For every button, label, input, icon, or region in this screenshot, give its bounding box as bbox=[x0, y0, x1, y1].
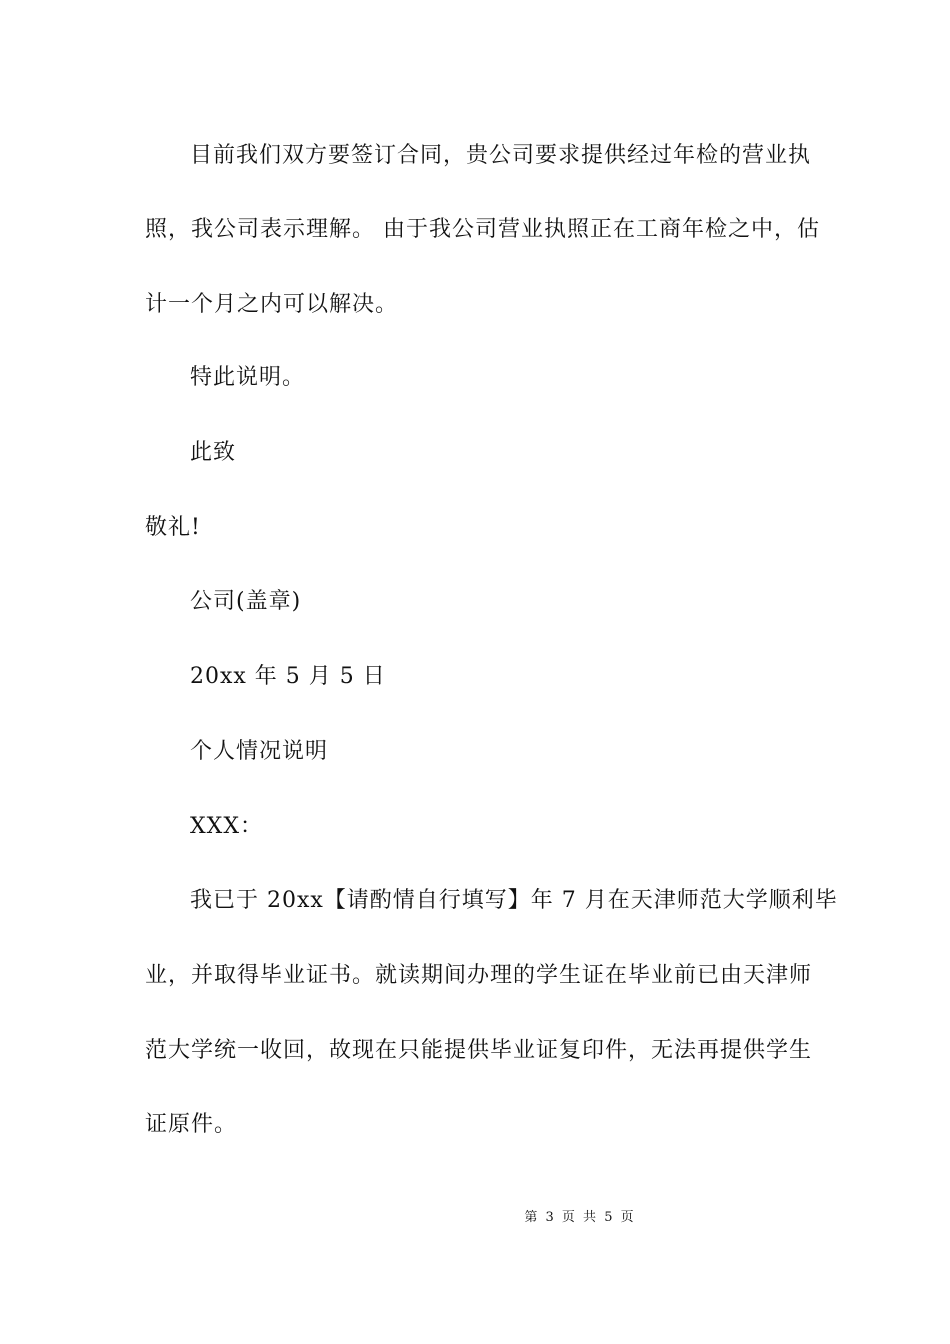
paragraph-line-3: 计一个月之内可以解决。 bbox=[145, 292, 399, 317]
date-line: 20xx 年 5 月 5 日 bbox=[190, 664, 386, 689]
paragraph-line-2: 照，我公司表示理解。 由于我公司营业执照正在工商年检之中，估 bbox=[145, 217, 820, 242]
paragraph-line-12: 业，并取得毕业证书。就读期间办理的学生证在毕业前已由天津师 bbox=[145, 963, 813, 988]
company-seal: 公司(盖章) bbox=[190, 589, 302, 614]
paragraph-line-14: 证原件。 bbox=[145, 1112, 238, 1137]
paragraph-line-13: 范大学统一收回，故现在只能提供毕业证复印件，无法再提供学生 bbox=[145, 1038, 813, 1063]
salutation-cizhi: 此致 bbox=[190, 440, 237, 465]
paragraph-line-11: 我已于 20xx【请酌情自行填写】年 7 月在天津师范大学顺利毕 bbox=[190, 888, 838, 913]
closing-statement: 特此说明。 bbox=[190, 365, 306, 390]
recipient-line: XXX： bbox=[190, 814, 263, 839]
salutation-jingli: 敬礼! bbox=[145, 515, 201, 540]
paragraph-line-1: 目前我们双方要签订合同，贵公司要求提供经过年检的营业执 bbox=[190, 143, 812, 168]
page-number-footer: 第 3 页 共 5 页 bbox=[524, 1210, 636, 1225]
section-title: 个人情况说明 bbox=[190, 739, 329, 764]
